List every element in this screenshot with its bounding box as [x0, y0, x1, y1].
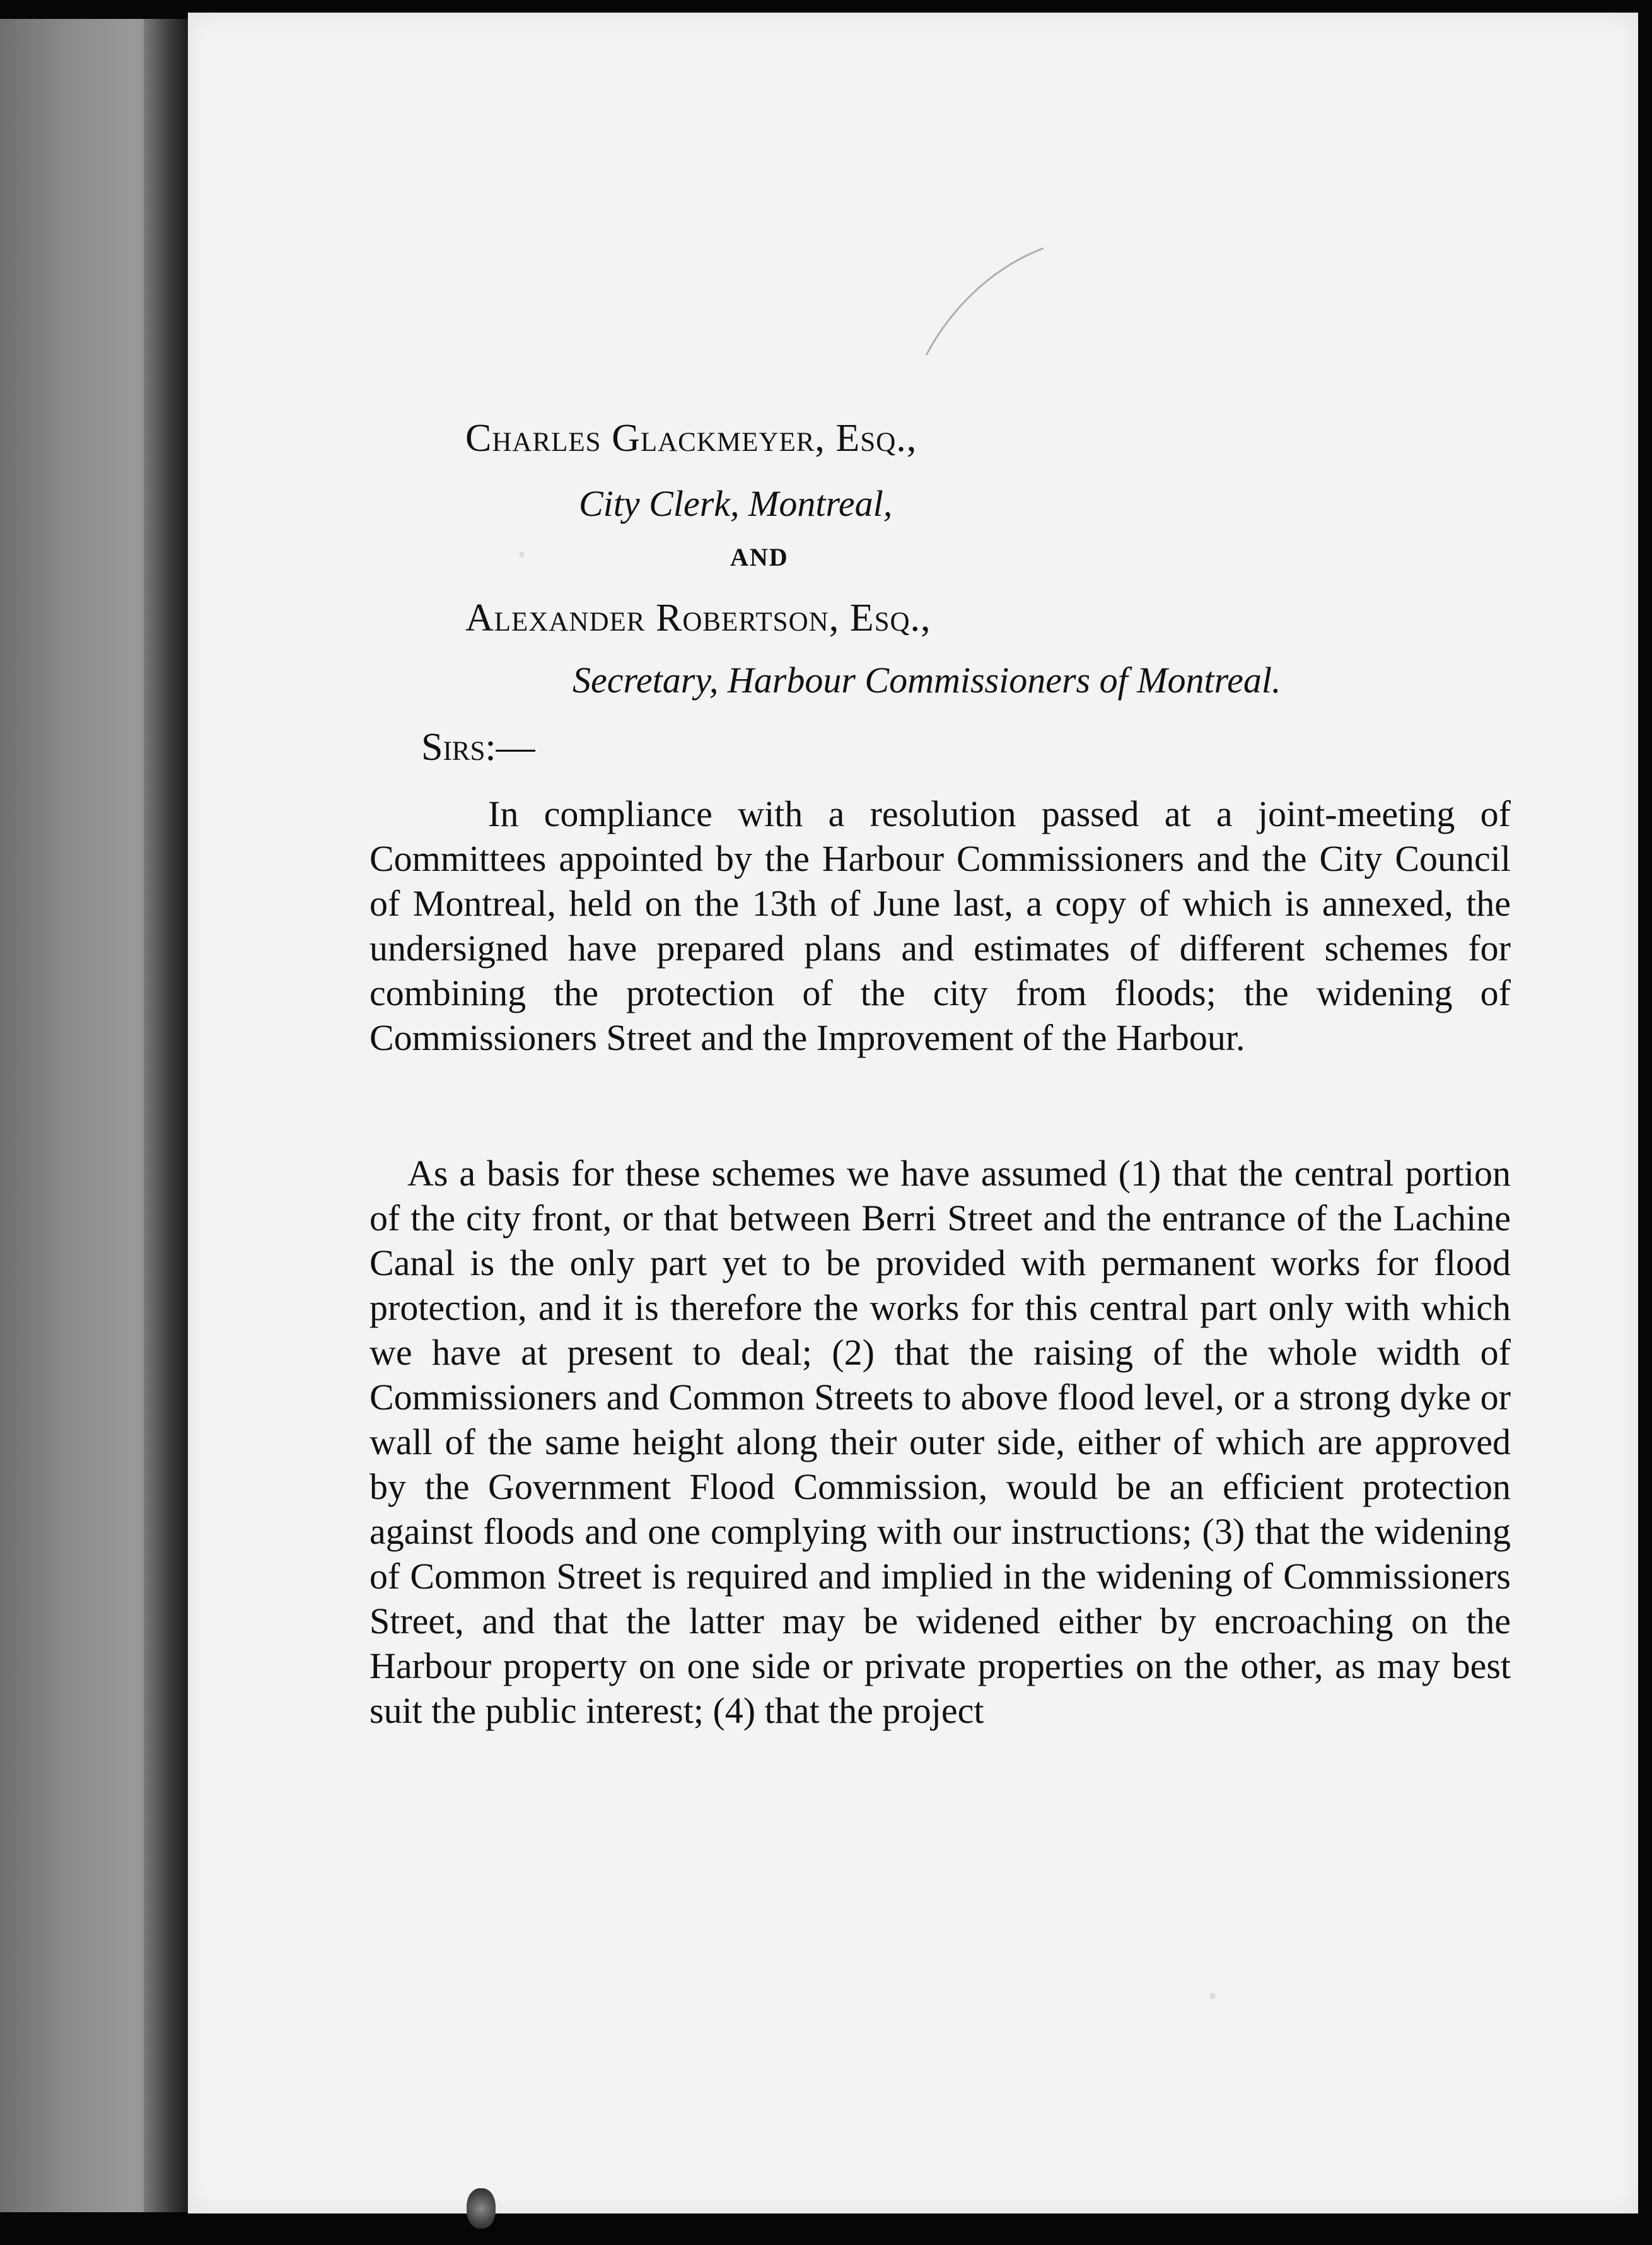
document-page [188, 13, 1638, 2213]
page-stain [467, 2188, 496, 2229]
spine-shadow [144, 19, 189, 2212]
paragraph-1 [369, 791, 1511, 1060]
conjunction: AND [730, 543, 789, 571]
addressee-2-title: Secretary, Harbour Commissioners of Montreal. [573, 660, 1281, 701]
paragraph-1-text: In compliance with a resolution passed at a joint-meeting of Committees appointed by the Harbour Commissioners and the City Council of Montreal, held on the 13th of June last, a copy of which is annexed, the undersigned have prepared plans and estimates of different schemes for combining the protection of the city from floods; the widening of Commissioners Street and the Improvement of the Harbour. [369, 793, 1511, 1058]
salutation: Sirs:— [421, 726, 535, 769]
pencil-mark [926, 175, 1168, 433]
addressee-1-name: Charles Glackmeyer, Esq., [465, 417, 917, 460]
paragraph-2 [369, 1151, 1511, 1733]
addressee-2-name: Alexander Robertson, Esq., [465, 597, 931, 639]
paragraph-2-text: As a basis for these schemes we have assumed (1) that the central portion of the city front, or that between Berri Street and the entrance of the Lachine Canal is the only part yet to be provided with permanent works for flood protection, and it is therefore the works for this central part only with which we have at present to deal; (2) that the raising of the whole width of Commissioners and Common Streets to above flood level, or a strong dyke or wall of the same height along their outer side, either of which are approved by the Government Flood Commission, would be an efficient protection against floods and one complying with our instructions; (3) that the widening of Common Street is required and implied in the widening of Commissioners Street, and that the latter may be widened either by encroaching on the Harbour property on one side or private properties on the other, as may best suit the public interest; (4) that the project [369, 1153, 1511, 1731]
addressee-1-title: City Clerk, Montreal, [579, 483, 893, 524]
